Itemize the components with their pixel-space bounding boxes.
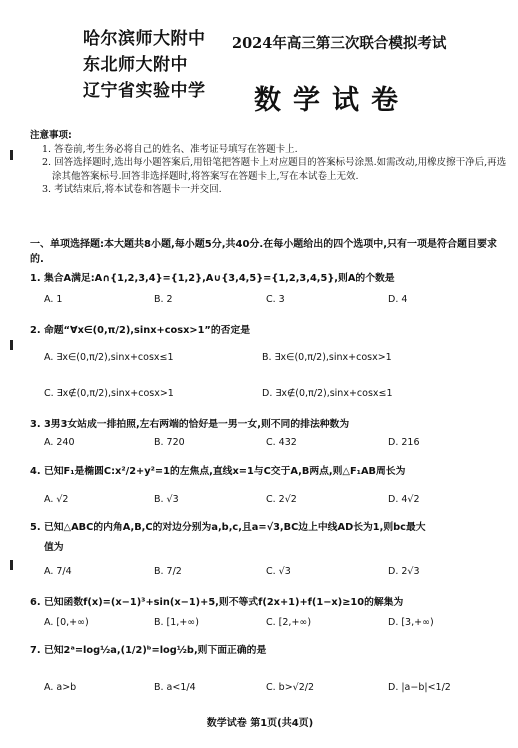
- option: C. √3: [266, 566, 291, 577]
- option: C. 432: [266, 437, 297, 448]
- notice-item: 1. 答卷前,考生务必将自己的姓名、准考证号填写在答题卡上.: [42, 143, 298, 155]
- option: A. 7/4: [44, 566, 72, 577]
- option: B. [1,+∞): [154, 617, 199, 628]
- question-stem-continued: 值为: [44, 542, 64, 553]
- binding-mark: [10, 150, 13, 160]
- option: C. [2,+∞): [266, 617, 312, 628]
- option: A. [0,+∞): [44, 617, 89, 628]
- option: C. 2√2: [266, 494, 297, 505]
- option: B. ∃x∈(0,π/2),sinx+cosx>1: [262, 352, 392, 363]
- option: C. b>√2/2: [266, 682, 315, 693]
- question-stem: 2. 命题“∀x∈(0,π/2),sinx+cosx>1”的否定是: [30, 325, 251, 336]
- binding-mark: [10, 560, 13, 570]
- option: C. ∃x∉(0,π/2),sinx+cosx>1: [44, 388, 174, 399]
- notice-item: 3. 考试结束后,将本试卷和答题卡一并交回.: [42, 184, 222, 195]
- option: D. ∃x∉(0,π/2),sinx+cosx≤1: [262, 388, 393, 399]
- notice-block: [30, 129, 508, 197]
- notice-item: 2. 回答选择题时,选出每小题答案后,用铅笔把答题卡上对应题目的答案标号涂黑.如需改动,用橡皮擦干净后,再选涂其他答案标号.回答非选择题时,将答案写在答题卡上,写在本试卷上无效.: [42, 157, 507, 182]
- school-name: 东北师大附中: [83, 55, 188, 75]
- option: B. a<1/4: [154, 682, 196, 693]
- question-stem: 7. 已知2ᵃ=log½a,(1/2)ᵇ=log½b,则下面正确的是: [30, 645, 267, 656]
- option: D. |a−b|<1/2: [388, 682, 451, 693]
- option: B. 7/2: [154, 566, 182, 577]
- exam-title: 2024年高三第三次联合模拟考试: [232, 35, 447, 52]
- question-stem: 6. 已知函数f(x)=(x−1)³+sin(x−1)+5,则不等式f(2x+1)+f(1−x)≥10的解集为: [30, 597, 404, 608]
- page-footer: 数学试卷 第1页(共4页): [206, 718, 314, 729]
- option: D. 4: [388, 294, 408, 305]
- option: C. 3: [266, 294, 285, 305]
- option: D. 216: [388, 437, 420, 448]
- question-stem: 3. 3男3女站成一排拍照,左右两端的恰好是一男一女,则不同的排法种数为: [30, 419, 350, 430]
- option: D. 2√3: [388, 566, 420, 577]
- option: A. ∃x∈(0,π/2),sinx+cosx≤1: [44, 352, 174, 363]
- notice-title: 注意事项:: [30, 130, 72, 141]
- binding-mark: [10, 340, 13, 350]
- school-name: 哈尔滨师大附中: [83, 29, 206, 49]
- option: A. 240: [44, 437, 75, 448]
- option: D. 4√2: [388, 494, 420, 505]
- paper-title: 数学试卷: [254, 85, 410, 116]
- section-heading: 一、单项选择题:本大题共8小题,每小题5分,共40分.在每小题给出的四个选项中,只有一项是符合题目要求的.: [30, 239, 498, 265]
- question-stem: 1. 集合A满足:A∩{1,2,3,4}={1,2},A∪{3,4,5}={1,2,3,4,5},则A的个数是: [30, 273, 395, 284]
- school-name: 辽宁省实验中学: [83, 81, 206, 101]
- school-list: [83, 26, 223, 104]
- option: B. √3: [154, 494, 179, 505]
- option: B. 720: [154, 437, 185, 448]
- option: D. [3,+∞): [388, 617, 434, 628]
- option: B. 2: [154, 294, 173, 305]
- option: A. 1: [44, 294, 63, 305]
- option: A. a>b: [44, 682, 77, 693]
- question-stem: 4. 已知F₁是椭圆C:x²/2+y²=1的左焦点,直线x=1与C交于A,B两点,则△F₁AB周长为: [30, 466, 406, 477]
- option: A. √2: [44, 494, 69, 505]
- question-stem: 5. 已知△ABC的内角A,B,C的对边分别为a,b,c,且a=√3,BC边上中线AD长为1,则bc最大: [30, 522, 426, 533]
